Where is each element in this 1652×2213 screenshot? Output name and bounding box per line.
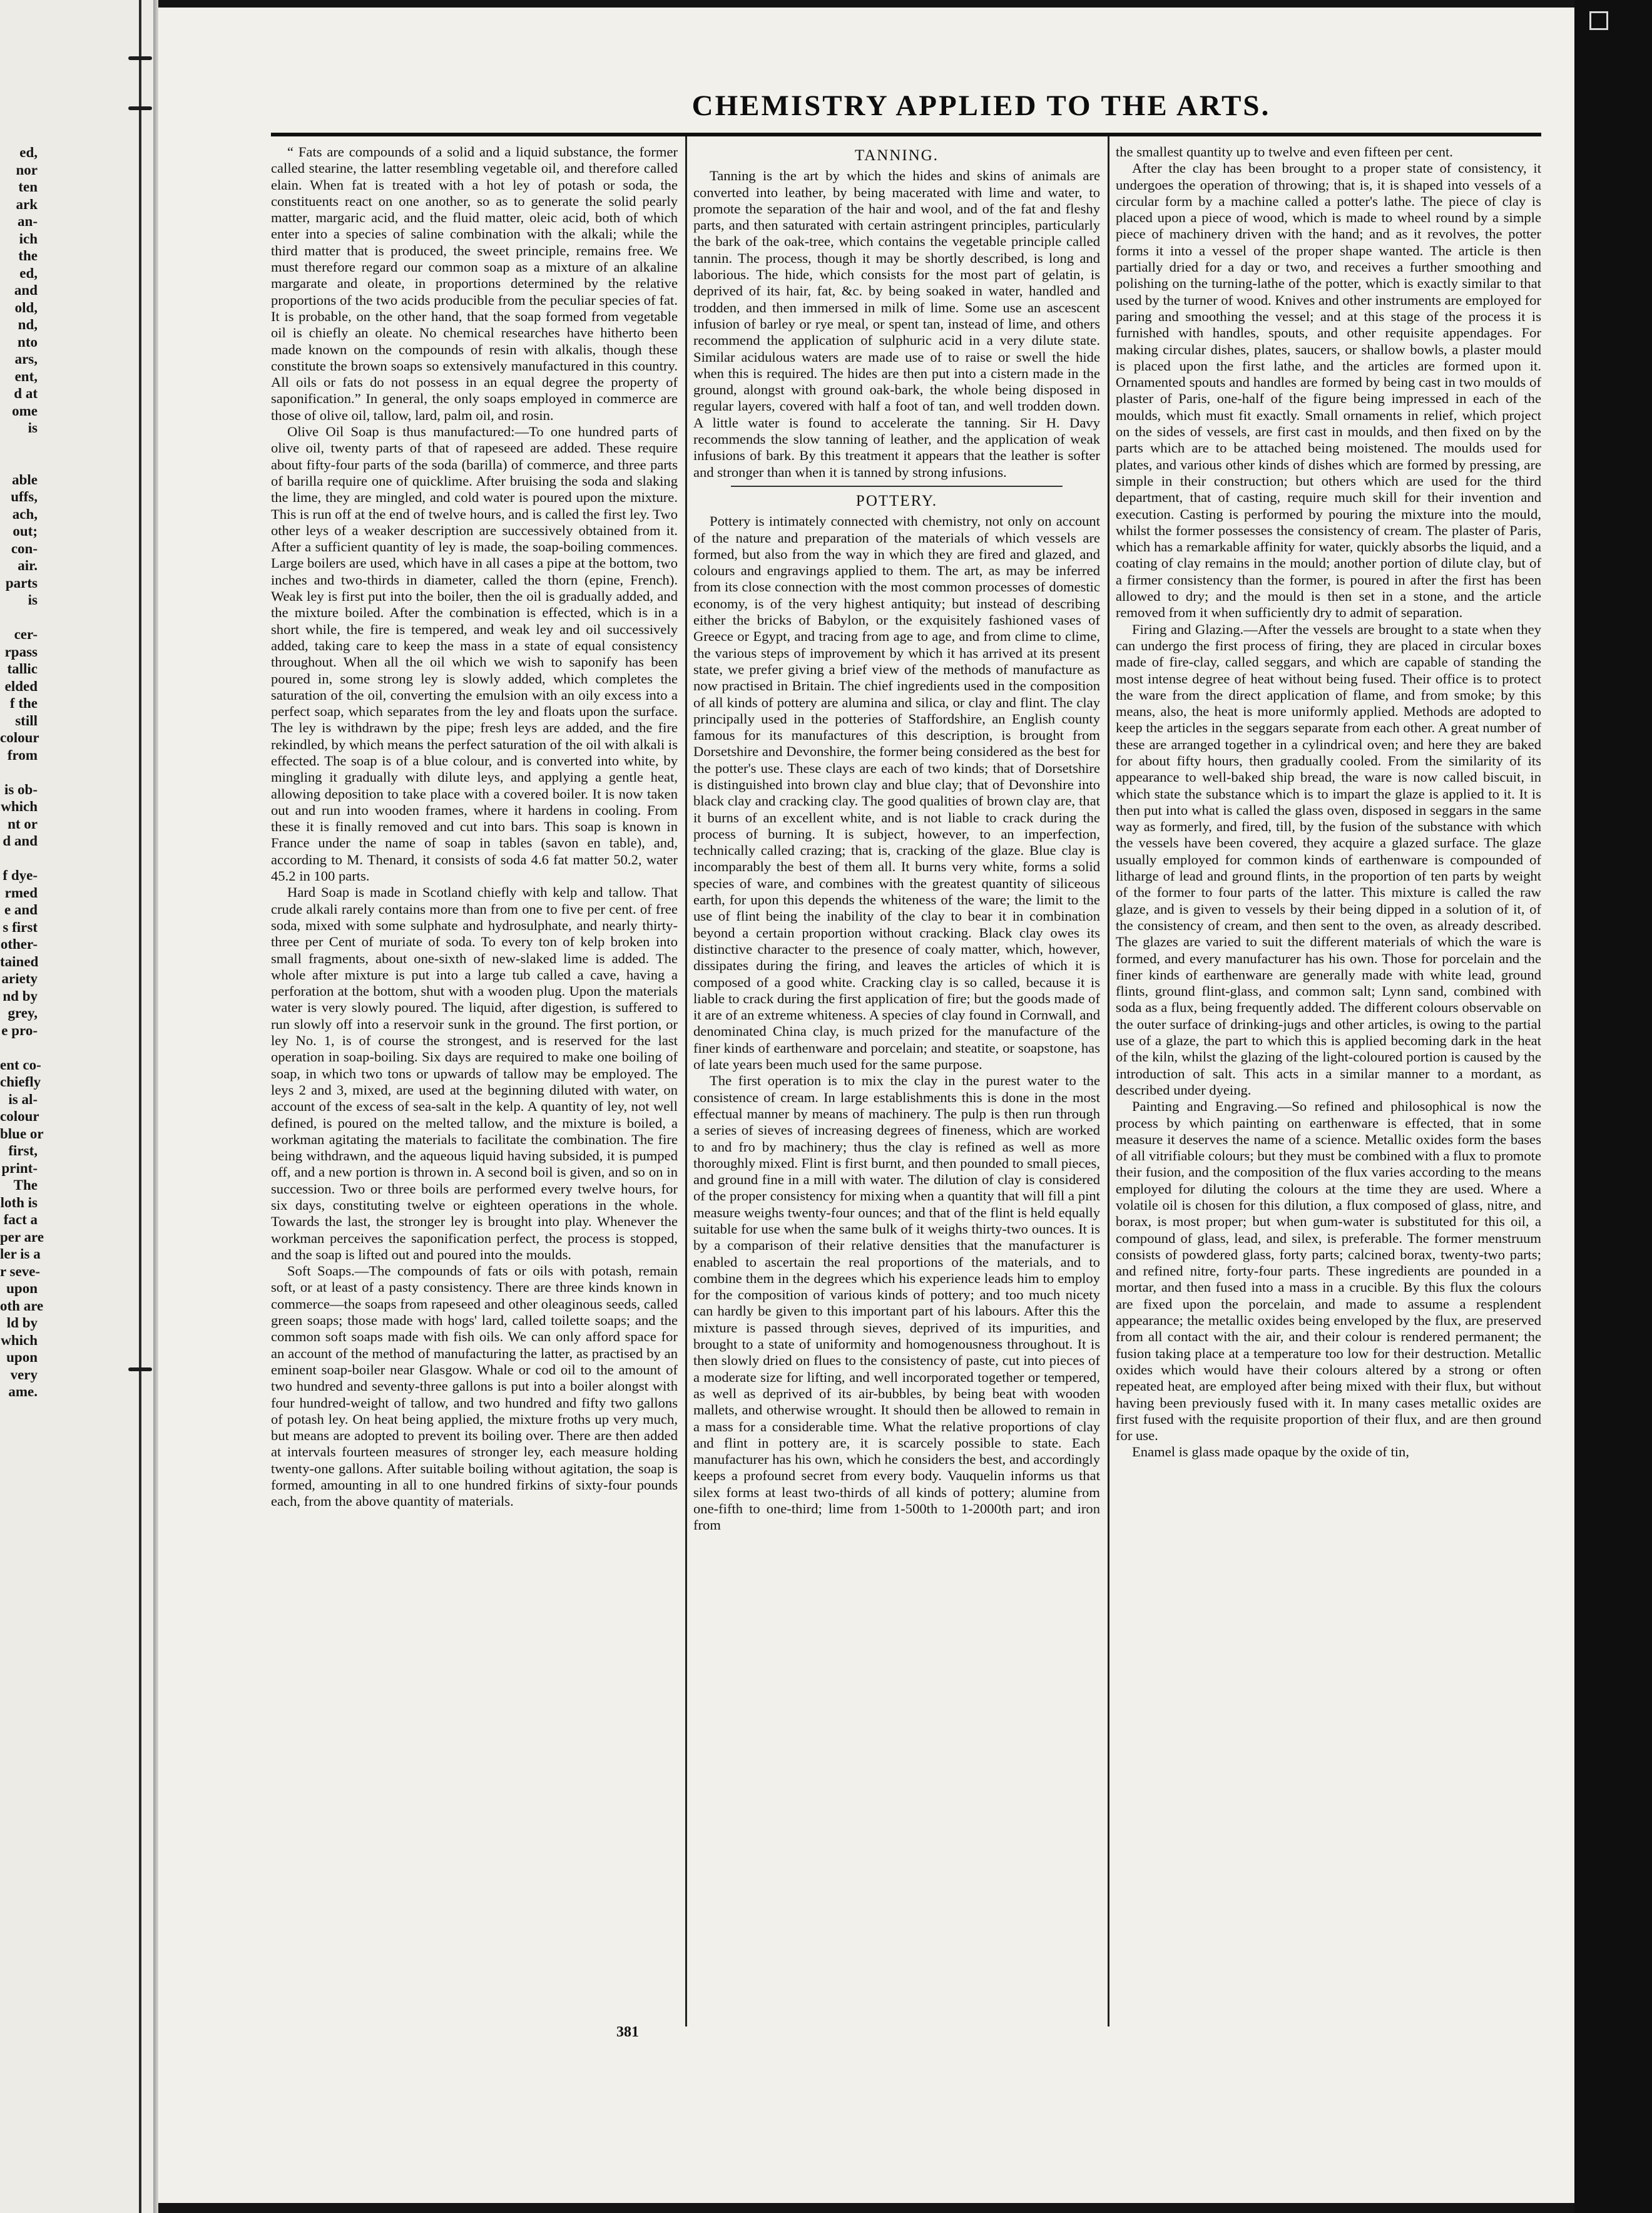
page-number: 381 (616, 2024, 639, 2040)
section-heading-tanning: TANNING. (854, 147, 939, 164)
section-heading-pottery: POTTERY. (855, 492, 938, 509)
scan-corner-marker (1589, 11, 1608, 30)
column-2 (693, 144, 1100, 2028)
column-rule (1108, 136, 1109, 2026)
column-3 (1116, 144, 1541, 2028)
paragraph-painting-engraving: Painting and Engraving.—So refined and philosophical is now the process by which painting on earthenware is effected, that in some measure it deserves the name of a science. Metallic oxides form the bases of all vitrifiable colours; but they must be combined with a flux to promote their fusion, and the composition of the flux varies according to the means employed for diluting the colours at the time they are used. Where a volatile oil is chosen for this dilution, a flux composed of glass, nitre, and borax, is most proper; but when gum-water is substituted for this oil, a compound of glass, lead, and silex, is preferable. The former menstruum consists of powdered glass, forty parts; calcined borax, twenty-two parts; and refined nitre, forty-four parts. These ingredients are pounded in a mortar, and then fused into a mass in a crucible. By this flux the colours are fixed upon the porcelain, and made to assume a resplendent appearance; the metallic oxides being enveloped by the flux, are preserved from all contact with the air, and their colour is rendered permanent; the fusion taking place at a temperature too low for their destruction. Metallic oxides which would have their colours altered by a strong or often repeated heat, are employed after being mixed with their flux, but without having been previously fused with it. In many cases metallic oxides are first fused with the requisite proportion of their flux, and are then ground for use. (1116, 1098, 1541, 1444)
facing-page (0, 0, 153, 2213)
paragraph-pottery: Pottery is intimately connected with chemistry, not only on account of the nature and preparation of the materials of which vessels are formed, but also from the way in which they are fired and glazed, and colours and engravings applied to them. The art, as may be inferred from its close connection with the most common processes of domestic economy, is of the very highest antiquity; but instead of describing either the bricks of Babylon, or the exquisitely fashioned vases of Greece or Egypt, and tracing from age to age, and from clime to clime, the various steps of improvement by which it has arrived at its present state, we prefer giving a brief view of the methods of manufacture as now practised in Britain. The chief ingredients used in the composition of all kinds of pottery are alumina and silica, or clay and flint. The clay principally used in the potteries of Staffordshire, an English county famous for its manufactures of this description, is brought from Dorsetshire and Devonshire, the former being considered as the best for the potter's use. These clays are each of two kinds; that of Dorsetshire is distinguished into brown clay and blue clay; that of Devonshire into black clay and cracking clay. The good qualities of brown clay are, that it burns of an excellent white, and is not liable to crack during the process of burning. It is subject, however, to an imperfection, technically called crazing; that is, cracking of the glaze. Blue clay is incomparably the best of them all. It burns very white, forms a solid species of ware, and combines with the greatest quantity of siliceous earth, for upon this depends the whiteness of the ware; the limit to the use of flint being the inability of the clay to bear it in combination beyond a certain proportion without cracking. Black clay owes its distinctive character to the presence of coaly matter, which, however, dissipates during the firing, and leaves the articles of which it is composed of a good white. Cracking clay is so called, because it is liable to crack during the first application of fire; but the goods made of it are of an extreme whiteness. A species of clay found in Cornwall, and denominated China clay, is much prized for the manufacture of the finer kinds of earthenware and porcelain; and steatite, or soapstone, has of late years been much used for the same purpose. (693, 513, 1100, 1073)
section-divider (731, 486, 1063, 487)
scan-background-strip (1574, 0, 1652, 2213)
binding-pin (128, 56, 152, 60)
binding-pin (128, 106, 152, 110)
facing-page-text: ed, nor ten ark an- ich the ed, and old, nd, nto ars, ent, d at ome is able uffs, ach, out; con- air. parts is cer- rpass tallic elded f the still colour from is ob- which nt or d and f dye- rmed e and s first other- tained ariety nd by grey, e pro- ent co- chiefly is al- colour blue or first, print- The loth is fact a per are ler is a r seve- upon oth are ld by which upon very ame. (0, 145, 44, 1399)
newspaper-page (158, 8, 1574, 2203)
paragraph-firing-glazing: Firing and Glazing.—After the vessels are brought to a state when they can undergo the first process of firing, they are placed in circular boxes made of fire-clay, called seggars, and which are capable of standing the most intense degree of heat without being fused. Their office is to protect the ware from the direct application of flame, and from smoke; by this means, also, the heat is more uniformly applied. Methods are adopted to keep the articles in the seggars separate from each other. A great number of these are arranged together in a cylindrical oven; and here they are baked for about fifty hours, then gradually cooled. From the similarity of its appearance to well-baked ship bread, the ware is now called biscuit, in which state the substance which is to impart the glaze is applied to it. It is then put into what is called the glass oven, disposed in seggars in the same way as formerly, and fired, till, by the fusion of the substance with which the vessels have been covered, they acquire a glazed surface. The glaze usually employed for common kinds of earthenware is compounded of litharge of lead and ground flints, in the proportion of ten parts by weight of the former to four parts of the latter. This mixture is called the raw glaze, and is given to vessels by their being dipped in a solution of it, of the consistency of cream, and then sent to the oven, as already described. The glazes are varied to suit the different materials of which the ware is formed, and every manufacturer has his own. Those for porcelain and the finer kinds of earthenware are generally made with white lead, ground flints, ground flint-glass, and common salt; Lynn sand, combined with soda as a flux, being frequently added. The different colours observable on the outer surface of drinking-jugs and other articles, is owing to the partial use of a glaze, the part to which this is applied becoming dark in the heat of the kiln, whilst the glazing of the light-coloured portion is caused by the introduction of salt. This acts in a similar manner to a mordant, as described under dyeing. (1116, 621, 1541, 1098)
binding-pin (128, 1367, 152, 1371)
column-1 (271, 144, 678, 2028)
binding-rule (139, 0, 141, 2213)
paragraph-throwing: After the clay has been brought to a proper state of consistency, it undergoes the operation of throwing; that is, it is shaped into vessels of a circular form by a machine called a potter's lathe. The piece of clay is placed upon a piece of wood, which is made to wheel round by a simple piece of machinery driven with the hand; and as it revolves, the potter forms it into a vessel of the proper shape wanted. The article is then partially dried for a day or two, and receives a further smoothing and polishing on the turning-lathe of the potter, which is exactly similar to that used by the turner of wood. Knives and other instruments are employed for paring and smoothing the vessel; and at this stage of the process it is furnished with handles, spouts, and other requisite appendages. For making circular dishes, plates, saucers, or shallow bowls, a plaster mould is placed upon the first lathe, and the articles are formed upon it. Ornamented spouts and handles are formed by being cast in two moulds of plaster of Paris, one-half of the figure being impressed in each of the moulds, which must fit exactly. Small ornaments in relief, which project on the sides of vessels, are first cast in moulds, and then fixed on by the parts which are to be attached being moistened. The moulds used for plates, and various other kinds of dishes which are formed by pressing, are simple in their construction; but others which are used for the third department, that of casting, require much skill for their invention and execution. Casting is performed by pouring the mixture into the mould, whilst the former possesses the consistency of cream. The plaster of Paris, which has a remarkable affinity for water, quickly absorbs the liquid, and a coating of clay remains in the mould; another portion of dilute clay, but of a firmer consistency than the former, is poured in after the first has been allowed to dry; and the mould is then set in a stone, and the article removed from it when sufficiently dry to admit of separation. (1116, 160, 1541, 621)
title-rule (271, 133, 1541, 136)
paragraph-hard-soap: Hard Soap is made in Scotland chiefly with kelp and tallow. That crude alkali rarely contains more than from one to five per cent. of free soda, mixed with some sulphate and hydrosulphate, and nearly thirty-three per Cent of muriate of soda. To every ton of kelp broken into small fragments, about one-sixth of new-slaked lime is added. The whole after mixture is put into a large tub called a cave, having a perforation at the bottom, shut with a wooden plug. Upon the materials water is very slowly poured. The liquid, after digestion, is suffered to run slowly off into a reservoir sunk in the ground. The first portion, or ley No. 1, is of course the strongest, and is reserved for the last operation in soap-boiling. Six days are required to make one boiling of soap, in which two tons or upwards of tallow may be employed. The leys 2 and 3, mixed, are used at the beginning diluted with water, on account of the excess of sea-salt in the kelp. A quantity of ley, not well defined, is poured on the melted tallow, and the mixture is boiled, a workman agitating the materials to facilitate the combination. The fire being withdrawn, and the aqueous liquid having subsided, it is pumped off, and a new portion is thrown in. A second boil is given, and so on in succession. Two or three boils are performed every twelve hours, for six days, constituting twelve or eighteen operations in the whole. Towards the last, the stronger ley is brought into play. Whenever the workman perceives the saponification perfect, the process is stopped, and the soap is lifted out and poured into the moulds. (271, 884, 678, 1262)
paragraph-fats: “ Fats are compounds of a solid and a liquid substance, the former called stearine, the latter resembling vegetable oil, and therefore called elain. When fat is treated with a hot ley of potash or soda, the constituents react on one another, so as to generate the solid pearly matter, margaric acid, and the fluid matter, oleic acid, both of which enter into a species of saline combination with the alkali; while the third matter that is produced, the sweet principle, remains free. We must therefore regard our common soap as a mixture of an alkaline margarate and oleate, in proportions determined by the relative proportions of the two acids producible from the peculiar species of fat. It is probable, on the other hand, that the soap formed from vegetable oil is chiefly an oleate. No chemical researches have hitherto been made known on the compounds of resin with alkalis, though these constitute the brown soaps so extensively manufactured in this country. All oils or fats do not possess in an equal degree the property of saponification.” In general, the only soaps employed in commerce are those of olive oil, tallow, lard, palm oil, and rosin. (271, 144, 678, 423)
paragraph-enamel: Enamel is glass made opaque by the oxide of tin, (1132, 1444, 1409, 1460)
paragraph-continued: the smallest quantity up to twelve and even fifteen per cent. (1116, 144, 1453, 160)
page-gutter (153, 0, 158, 2213)
paragraph-clay-mixing: The first operation is to mix the clay in the purest water to the consistence of cream. In large establishments this is done in the most effectual manner by means of machinery. The pulp is then run through a series of sieves of increasing degrees of fineness, which are worked to and fro by machinery; thus the clay is refined as well as more thoroughly mixed. Flint is first burnt, and then pounded to small pieces, and ground fine in a mill with water. The dilution of clay is considered of the proper consistency for mixing when a quantity that will fill a pint measure weighs twenty-four ounces; and that of the flint is held equally suitable for use when the same bulk of it weighs thirty-two ounces. It is by a comparison of their relative densities that the manufacturer is enabled to ascertain the real proportions of the materials, and to combine them in the degrees which his experience leads him to employ for the composition of various kinds of pottery; and too much nicety can hardly be given to this important part of his labours. After this the mixture is passed through sieves, deprived of its impurities, and brought to a state of uniformity and homogenousness throughout. It is then slowly dried on flues to the consistency of paste, cut into pieces of a moderate size for lifting, and well incorporated together or tempered, as well as deprived of its air-bubbles, by being beat with wooden mallets, and otherwise wrought. It should then be allowed to remain in a mass for a considerable time. What the relative proportions of clay and flint in pottery are, it is scarcely possible to state. Each manufacturer has his own, which he considers the best, and accordingly keeps a profound secret from every body. Vauquelin informs us that silex forms at least two-thirds of all kinds of pottery; alumine from one-fifth to one-third; lime from 1-500th to 1-2000th part; and iron from (693, 1073, 1100, 1533)
column-rule (685, 136, 687, 2026)
paragraph-soft-soaps: Soft Soaps.—The compounds of fats or oils with potash, remain soft, or at least of a pasty consistency. There are three kinds known in commerce—the soaps from rapeseed and other oleaginous seeds, called green soaps; those made with hogs' lard, called toilette soaps; and the common soft soaps made with fish oils. We can only afford space for an account of the method of manufacturing the latter, as practised by an eminent soap-boiler near Glasgow. Whale or cod oil to the amount of two hundred and seventy-three gallons is put into a boiler alongst with four hundred-weight of tallow, and two hundred and fifty two gallons of potash ley. On heat being applied, the mixture froths up very much, but means are adopted to prevent its boiling over. There are then added at intervals fourteen measures of stronger ley, each measure holding twenty-one gallons. After suitable boiling without agitation, the soap is formed, amounting in all to one hundred firkins of sixty-four pounds each, from the above quantity of materials. (271, 1263, 678, 1510)
paragraph-olive-oil-soap: Olive Oil Soap is thus manufactured:—To one hundred parts of olive oil, twenty parts of that of rapeseed are added. These require about fifty-four parts of the soda (barilla) of commerce, and three parts of barilla require one of quicklime. After bruising the soda and slaking the lime, they are mingled, and cold water is poured upon the mixture. This is run off at the end of twelve hours, and is called the first ley. Two other leys of a weaker description are successively obtained from it. After a sufficient quantity of ley is made, the soap-boiling commences. Large boilers are used, which have in all cases a pipe at the bottom, two inches and two-thirds in diameter, called the thorn (epine, French). Weak ley is first put into the boiler, then the oil is gradually added, and the mixture boiled. After the combination is effected, which is in a short while, the fire is tempered, and weak ley and oil successively added, taking care to keep the mass in a state of equal consistency throughout. When all the oil which we wish to saponify has been poured in, some strong ley is slowly added, which completes the saturation of the oil, converting the emulsion with an oily excess into a perfect soap, which separates from the ley and floats upon the surface. The ley is withdrawn by the pipe; fresh leys are added, and the fire rekindled, by which means the perfect saturation of the oil with alkali is effected. The soap is of a blue colour, and is converted into white, by mingling it gradually with dilute leys, and applying a gentle heat, allowing deposition to take place with a covered boiler. It is now taken out and run into wooden frames, where it hardens in cooling. From these it is finally removed and cut into bars. This soap is known in France under the name of soap in tables (savon en table), and, according to M. Thenard, it consists of soda 4.6 fat matter 50.2, water 45.2 in 100 parts. (271, 424, 678, 884)
page-title: CHEMISTRY APPLIED TO THE ARTS. (691, 89, 1271, 122)
paragraph-tanning: Tanning is the art by which the hides and skins of animals are converted into leather, by being macerated with lime and water, to promote the separation of the hair and wool, and of the fat and fleshy parts, and then saturated with certain astringent principles, particularly the bark of the oak-tree, which contains the vegetable principle called tannin. The process, though it may be shortly described, is long and laborious. The hide, which consists for the most part of gelatin, is deprived of its hair, fat, &c. by being soaked in water, handled and trodden, and then immersed in milk of lime. Some use an ascescent infusion of barley or rye meal, or spent tan, instead of lime, and others recommend the application of sulphuric acid in a very dilute state. Similar acidulous waters are made use of to raise or swell the hide when this is required. The hides are then put into a cistern made in the ground, alongst with ground oak-bark, the whole being disposed in regular layers, covered with half a foot of tan, and well trodden down. A little water is found to accelerate the tanning. Sir H. Davy recommends the slow tanning of leather, and the application of weak infusions of bark. By this treatment it appears that the leather is softer and stronger than when it is tanned by strong infusions. (693, 168, 1100, 480)
